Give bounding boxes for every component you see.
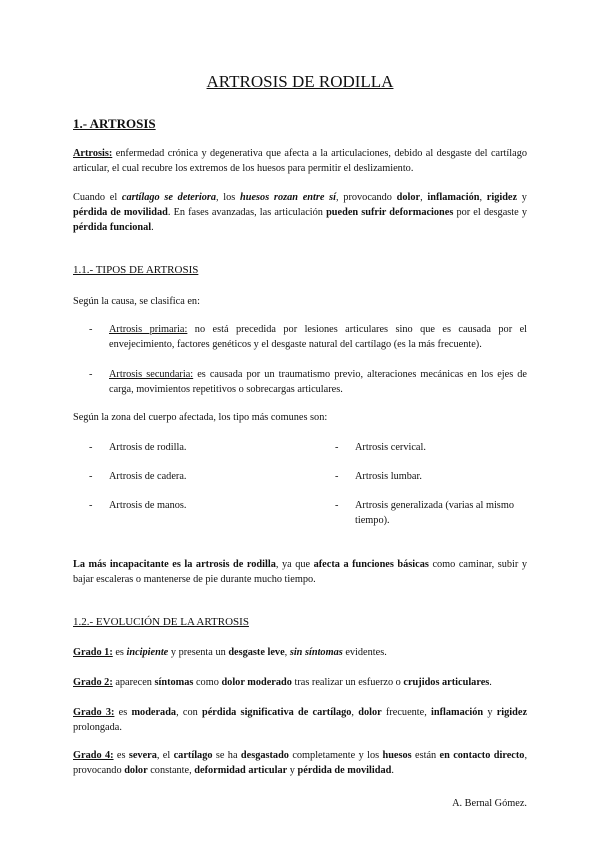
bold-run: desgastado (240, 750, 289, 761)
text-run: , con (176, 707, 202, 718)
grade-label: Grado 2: (73, 677, 113, 688)
list-dash: - (89, 442, 93, 453)
grade-label: Grado 3: (73, 707, 115, 718)
text-run: es causada por un traumatismo previo, alteraciones mecánicas en los ejes de carga, movimientos repetitivos o sobrecargas articulares. (109, 369, 528, 395)
text-run: . En fases avanzadas, las articulación (167, 207, 327, 218)
bold-run: huesos (382, 750, 412, 761)
definition-text: enfermedad crónica y degenerativa que afecta a la articulaciones, debido al desgaste del cartílago articular, el cual recubre los extremos de los huesos para permitir el deslizamiento. (73, 148, 527, 174)
text-run: Cuando el (73, 192, 122, 203)
zones-intro: Según la zona del cuerpo afectada, los tipo más comunes son: (73, 412, 328, 423)
author-signature: A. Bernal Gómez. (452, 798, 527, 809)
bold-run: desgaste leve (228, 647, 285, 658)
text-run: completamente y los (288, 750, 383, 761)
bold-run: moderada (131, 707, 177, 718)
text-run: por el desgaste y (453, 207, 527, 218)
bold-run: rigidez (496, 707, 528, 718)
list-dash: - (89, 324, 93, 335)
zone-text: Artrosis de rodilla. (109, 442, 187, 453)
bold-run: rigidez (486, 192, 518, 203)
text-run: no está precedida por lesiones articulares sino que es causada por el envejecimiento, factores genéticos y el desgaste natural del cartílago (es la más frecuente). (109, 324, 527, 350)
bold-run: cartílago (173, 750, 213, 761)
text-run: , (479, 192, 487, 203)
list-dash: - (335, 442, 339, 453)
bold-run: dolor moderado (221, 677, 292, 688)
zone-item (89, 498, 289, 514)
list-item-label: Artrosis primaria: (109, 324, 188, 335)
text-run: como caminar, subir y bajar escaleras o mantenerse de pie durante mucho tiempo. (73, 559, 527, 585)
zone-text: Artrosis de manos. (109, 500, 187, 511)
list-dash: - (89, 500, 93, 511)
list-item-primaria (89, 322, 527, 354)
bold-run: pérdida significativa de cartílago (202, 707, 352, 718)
text-run: evidentes. (342, 647, 387, 658)
text-run: es (113, 750, 129, 761)
zone-text: Artrosis lumbar. (355, 471, 422, 482)
text-run: , provocando (73, 750, 528, 776)
text-run: es (114, 707, 132, 718)
text-run: aparecen (112, 677, 155, 688)
section-heading-evolucion: 1.2.- EVOLUCIÓN DE LA ARTROSIS (73, 616, 249, 628)
text-run: y (287, 765, 298, 776)
zone-item (335, 440, 527, 456)
text-run: como (193, 677, 222, 688)
zone-item (335, 469, 527, 485)
text-run: y (517, 192, 527, 203)
text-run: es (112, 647, 127, 658)
bold-run: pueden sufrir deformaciones (326, 207, 454, 218)
list-dash: - (89, 471, 93, 482)
text-run: . (391, 765, 394, 776)
list-dash: - (335, 500, 339, 511)
bold-run: pérdida funcional (73, 222, 152, 233)
zone-item (89, 440, 289, 456)
grade-label: Grado 1: (73, 647, 113, 658)
bold-run: en contacto directo (439, 750, 525, 761)
section-heading-artrosis: 1.- ARTROSIS (73, 116, 156, 131)
text-run: . (151, 222, 154, 233)
text-run: , el (156, 750, 174, 761)
text-run: . (489, 677, 492, 688)
bold-run: La más incapacitante es la artrosis de rodilla (73, 559, 276, 570)
list-dash: - (89, 369, 93, 380)
bold-run: dolor (124, 765, 148, 776)
text-run: , (284, 647, 290, 658)
grade-2-paragraph (73, 675, 527, 690)
zone-text: Artrosis cervical. (355, 442, 426, 453)
bold-run: severa (128, 750, 157, 761)
text-run: , ya que (275, 559, 314, 570)
text-run: se ha (212, 750, 241, 761)
document-title: ARTROSIS DE RODILLA (206, 72, 394, 91)
grade-label: Grado 4: (73, 750, 114, 761)
text-run: , los (216, 192, 241, 203)
grade-1-paragraph (73, 645, 527, 660)
zone-text: Artrosis de cadera. (109, 471, 187, 482)
text-run: tras realizar un esfuerzo o (291, 677, 404, 688)
bold-run: pérdida de movilidad (297, 765, 392, 776)
section-heading-tipos: 1.1.- TIPOS DE ARTROSIS (73, 264, 199, 276)
list-item-text (109, 322, 527, 352)
bold-run: huesos rozan entre sí (240, 192, 337, 203)
text-run: y presenta un (168, 647, 229, 658)
conclusion-paragraph (73, 557, 527, 587)
grade-3-paragraph (73, 705, 527, 735)
text-run: , (351, 707, 359, 718)
list-item-secundaria (89, 367, 527, 399)
bold-run: incipiente (126, 647, 169, 658)
text-run: prolongada. (73, 722, 122, 733)
definition-label: Artrosis: (73, 148, 113, 159)
list-item-text (109, 367, 527, 397)
text-run: están (411, 750, 440, 761)
bold-run: síntomas (154, 677, 194, 688)
text-run: , (420, 192, 428, 203)
zone-text: Artrosis generalizada (varias al mismo tiempo). (355, 500, 514, 526)
bold-run: deformidad articular (194, 765, 288, 776)
bold-run: inflamación (431, 707, 484, 718)
grade-4-paragraph (73, 748, 527, 778)
classification-intro: Según la causa, se clasifica en: (73, 296, 200, 307)
bold-run: crujidos articulares (403, 677, 490, 688)
definition-paragraph (73, 146, 527, 176)
bold-run: dolor (358, 707, 382, 718)
bold-run: inflamación (427, 192, 480, 203)
bold-run: pérdida de movilidad (73, 207, 168, 218)
zone-item (335, 498, 527, 530)
bold-run: sin síntomas (289, 647, 343, 658)
text-run: constante, (147, 765, 195, 776)
bold-run: afecta a funciones básicas (313, 559, 429, 570)
zone-item (89, 469, 289, 485)
list-item-label: Artrosis secundaria: (109, 369, 194, 380)
text-run: , provocando (336, 192, 397, 203)
deterioration-paragraph (73, 190, 527, 235)
bold-run: dolor (396, 192, 421, 203)
bold-run: cartílago se deteriora (121, 192, 216, 203)
text-run: frecuente, (381, 707, 432, 718)
text-run: y (483, 707, 497, 718)
list-dash: - (335, 471, 339, 482)
